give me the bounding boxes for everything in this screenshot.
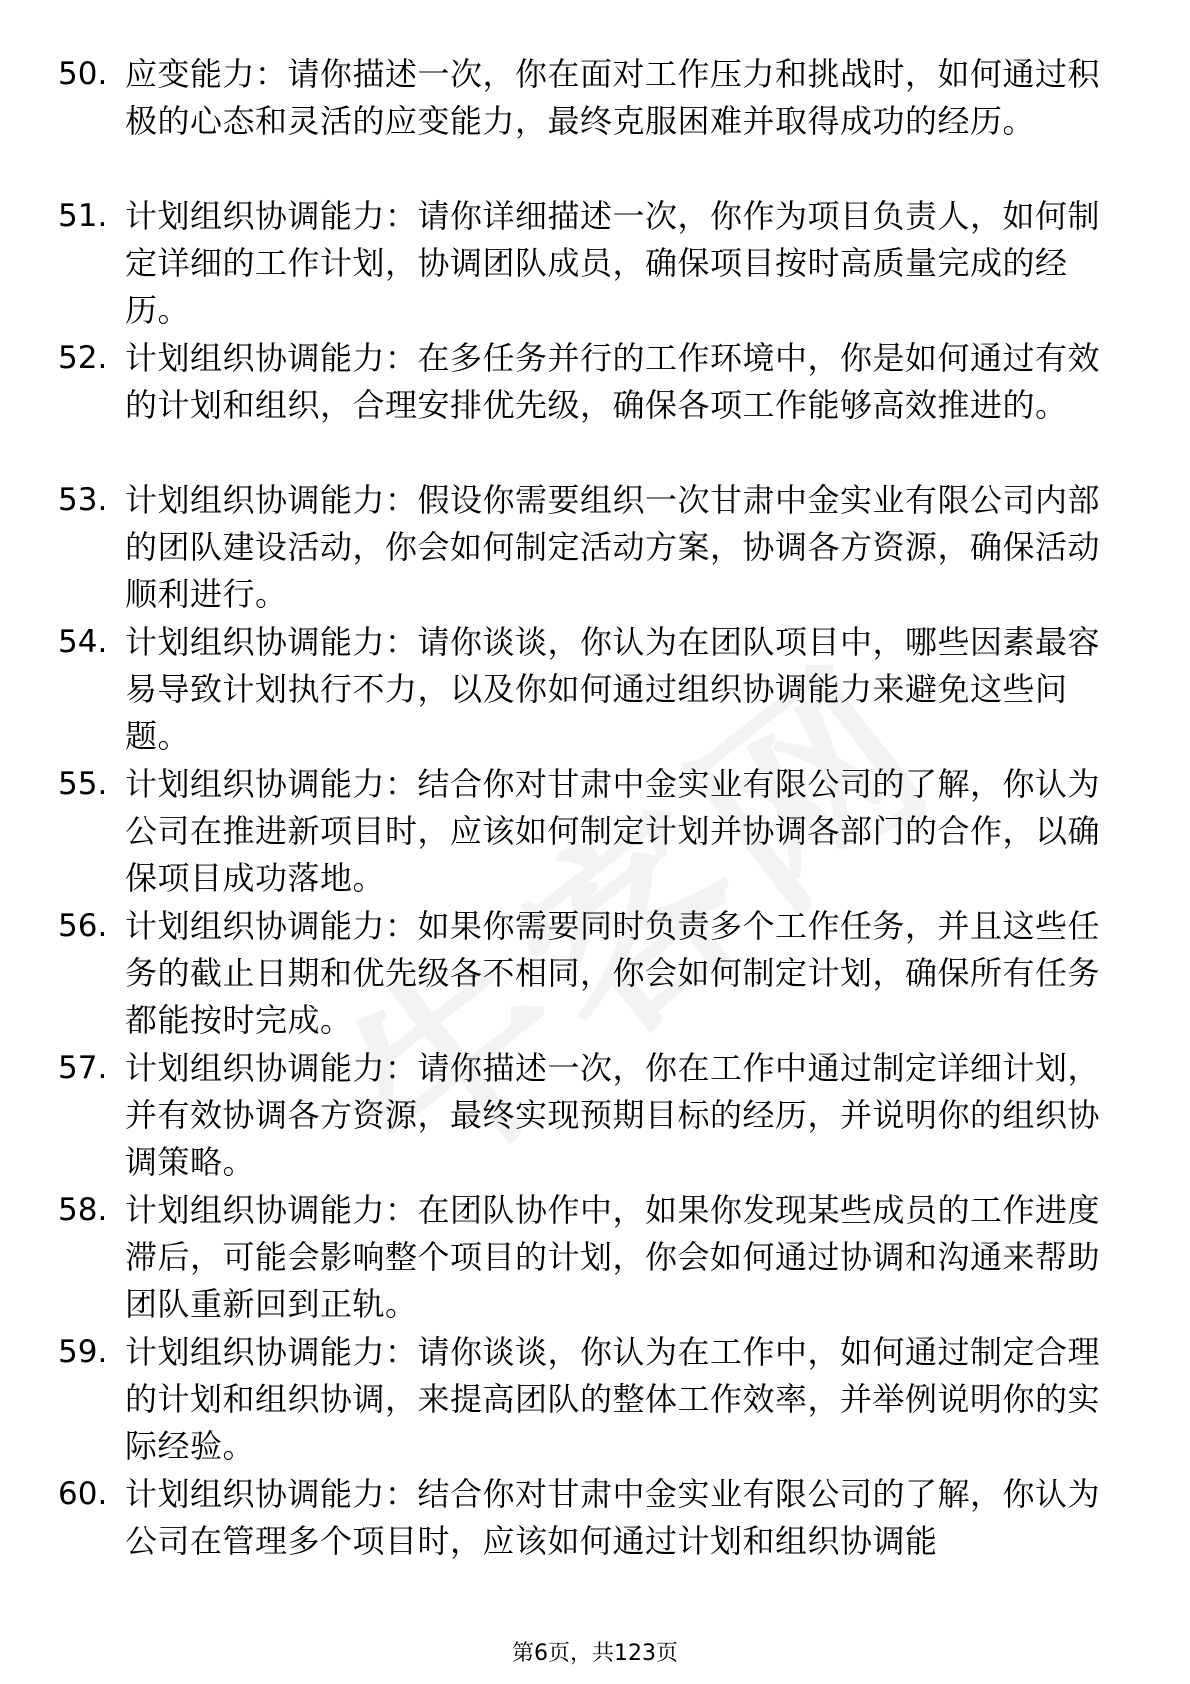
question-number: 50. bbox=[58, 56, 108, 92]
question-number: 53. bbox=[58, 482, 108, 518]
question-text: 计划组织协调能力：结合你对甘肃中金实业有限公司的了解，你认为公司在推进新项目时，应该如何制定计划并协调各部门的合作，以确保项目成功落地。 bbox=[125, 765, 1101, 897]
question-text: 计划组织协调能力：请你谈谈，你认为在团队项目中，哪些因素最容易导致计划执行不力，以及你如何通过组织协调能力来避免这些问题。 bbox=[125, 623, 1101, 755]
question-item bbox=[0, 903, 1190, 1045]
question-item bbox=[0, 1329, 1190, 1471]
question-text: 计划组织协调能力：如果你需要同时负责多个工作任务，并且这些任务的截止日期和优先级各不相同，你会如何制定计划，确保所有任务都能按时完成。 bbox=[125, 907, 1101, 1039]
question-number: 60. bbox=[58, 1476, 108, 1512]
question-item bbox=[0, 1471, 1190, 1613]
question-text: 计划组织协调能力：假设你需要组织一次甘肃中金实业有限公司内部的团队建设活动，你会如何制定活动方案，协调各方资源，确保活动顺利进行。 bbox=[125, 481, 1101, 613]
question-text: 计划组织协调能力：结合你对甘肃中金实业有限公司的了解，你认为公司在管理多个项目时，应该如何通过计划和组织协调能 bbox=[125, 1475, 1101, 1560]
question-number: 56. bbox=[58, 908, 108, 944]
question-item bbox=[0, 193, 1190, 335]
question-number: 57. bbox=[58, 1050, 108, 1086]
question-text: 计划组织协调能力：在团队协作中，如果你发现某些成员的工作进度滞后，可能会影响整个项目的计划，你会如何通过协调和沟通来帮助团队重新回到正轨。 bbox=[125, 1191, 1101, 1323]
question-item bbox=[0, 51, 1190, 193]
question-number: 51. bbox=[58, 198, 108, 234]
page-number-footer: 第6页，共123页 bbox=[512, 1641, 678, 1666]
question-item bbox=[0, 335, 1190, 477]
question-item bbox=[0, 1187, 1190, 1329]
question-item bbox=[0, 477, 1190, 619]
question-text: 计划组织协调能力：请你详细描述一次，你作为项目负责人，如何制定详细的工作计划，协调团队成员，确保项目按时高质量完成的经历。 bbox=[125, 197, 1101, 329]
question-item bbox=[0, 761, 1190, 903]
question-item bbox=[0, 1045, 1190, 1187]
question-number: 55. bbox=[58, 766, 108, 802]
question-number: 59. bbox=[58, 1334, 108, 1370]
question-item bbox=[0, 619, 1190, 761]
question-number: 58. bbox=[58, 1192, 108, 1228]
question-text: 计划组织协调能力：请你描述一次，你在工作中通过制定详细计划，并有效协调各方资源，最终实现预期目标的经历，并说明你的组织协调策略。 bbox=[125, 1049, 1101, 1181]
question-text: 应变能力：请你描述一次，你在面对工作压力和挑战时，如何通过积极的心态和灵活的应变能力，最终克服困难并取得成功的经历。 bbox=[125, 55, 1101, 140]
question-text: 计划组织协调能力：在多任务并行的工作环境中，你是如何通过有效的计划和组织，合理安排优先级，确保各项工作能够高效推进的。 bbox=[125, 339, 1101, 424]
question-number: 52. bbox=[58, 340, 108, 376]
question-list bbox=[0, 51, 1190, 1613]
question-text: 计划组织协调能力：请你谈谈，你认为在工作中，如何通过制定合理的计划和组织协调，来提高团队的整体工作效率，并举例说明你的实际经验。 bbox=[125, 1333, 1101, 1465]
question-number: 54. bbox=[58, 624, 108, 660]
